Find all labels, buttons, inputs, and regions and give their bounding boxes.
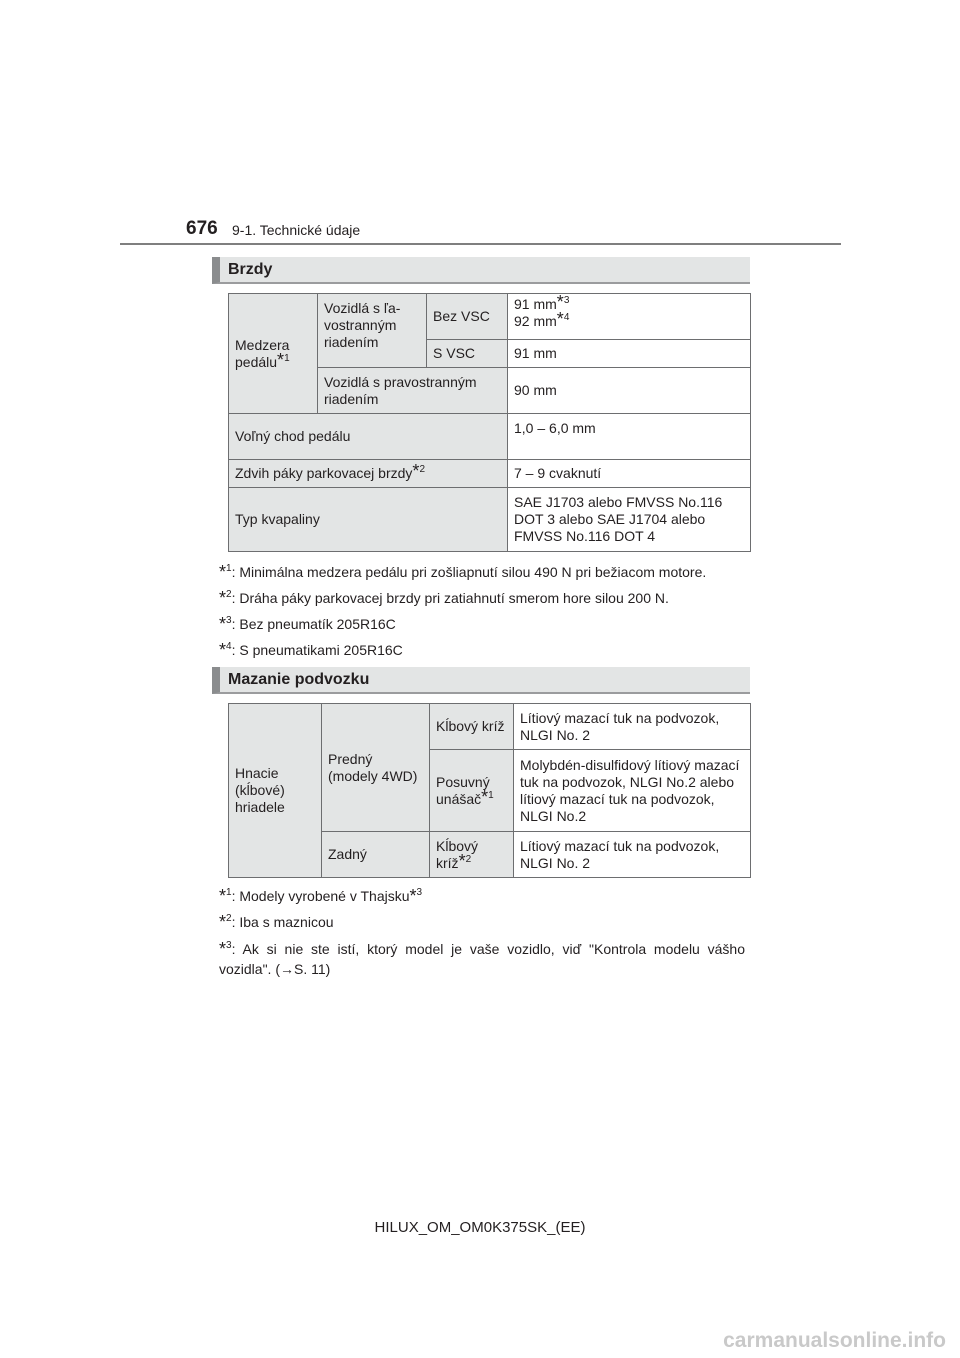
table-cell — [508, 488, 751, 552]
cell-text: Zadný — [328, 846, 367, 862]
section-header-brakes — [212, 257, 750, 284]
table-cell — [229, 704, 322, 878]
cell-text: Vozidlá s ľa-vostranným riadením — [324, 300, 401, 350]
cell-text: Bez VSC — [433, 308, 490, 324]
cell-text: SAE J1703 alebo FMVSS No.116 DOT 3 alebo SAE J1704 alebo FMVSS No.116 DOT 4 — [514, 494, 723, 544]
cell-text: Kĺbový kríž — [436, 837, 479, 871]
section-header-chassis — [212, 667, 750, 694]
table-cell — [427, 294, 508, 340]
table-cell — [322, 832, 430, 878]
footnote: *$^3$: Ak si nie ste istí, ktorý model je vaše vozidlo, viď "Kontrola modelu vášho vozidla". (→S. 11) — [219, 939, 745, 977]
footnote-text: : Modely vyrobené v Thajsku — [231, 888, 410, 904]
footnote-ref: 2 — [465, 853, 472, 865]
footnote-text: : Bez pneumatík 205R16C — [231, 616, 396, 632]
footnote-ref: 1 — [284, 352, 290, 364]
table-cell: 91 $mm^{*3}$ 92 $mm^{*4}$ — [508, 294, 751, 340]
cell-text: Predný (modely 4WD) — [328, 750, 418, 784]
footnote-ref: 2 — [419, 464, 425, 475]
footnote-text: : Dráha páky parkovacej brzdy pri zatiahnutí smerom hore silou 200 N. — [231, 590, 669, 606]
cell-text: Posuvný unášač — [436, 773, 490, 807]
brakes-table — [228, 293, 751, 552]
table-cell — [508, 414, 751, 460]
chapter-title: 9-1. Technické údaje — [232, 222, 361, 238]
table-cell: Posuvný unášač$^{*1}$ — [430, 750, 514, 832]
footnote-ref: 1 — [488, 789, 494, 801]
document-footer: HILUX_OM_OM0K375SK_(EE) — [374, 1219, 586, 1236]
footnote-number: 2 — [226, 589, 232, 600]
cell-text: Medzera pedálu — [235, 336, 290, 370]
footnote-ref: 3 — [563, 295, 570, 306]
footnote — [219, 586, 669, 607]
cell-text: Molybdén-disulfidový lítiový mazací tuk na podvozok, NLGI No.2 alebo lítiový mazací tuk na podvozok, NLGI No.2 — [520, 756, 740, 824]
footnote — [219, 560, 706, 581]
footnote-number: 1 — [226, 887, 232, 898]
watermark: carmanualsonline.info — [723, 1329, 946, 1352]
cell-text: 91 mm — [514, 296, 557, 312]
footnote-text: : Iba s maznicou — [231, 914, 334, 930]
table-cell — [508, 340, 751, 368]
table-cell — [508, 460, 751, 488]
table-cell — [318, 368, 508, 414]
cell-text: S VSC — [433, 345, 476, 361]
footnote-mark: * — [219, 614, 227, 634]
footnote-text: : S pneumatikami 205R16C — [231, 642, 403, 658]
header-rule — [120, 243, 841, 245]
cell-text: 92 mm — [514, 313, 557, 329]
cell-text: Typ kvapaliny — [235, 511, 320, 527]
footnote-mark: * — [219, 588, 227, 608]
cell-text: 7 – 9 cvaknutí — [514, 465, 602, 481]
section-title: Mazanie podvozku — [228, 671, 370, 688]
table-cell — [514, 750, 751, 832]
footnote — [219, 612, 396, 633]
table-cell — [229, 488, 508, 552]
footnote-mark: * — [219, 640, 227, 660]
footnote-number: 3 — [226, 615, 232, 626]
table-cell: Kĺbový kríž$^{*2}$ — [430, 832, 514, 878]
table-cell: Zdvih páky parkovacej brzdy$^{*2}$ — [229, 460, 508, 488]
table-cell — [318, 294, 427, 368]
footnote-mark: * — [219, 562, 227, 582]
footnote — [219, 638, 403, 659]
cell-text: 90 mm — [514, 382, 557, 398]
footnote-number: 3 — [226, 940, 232, 951]
table-cell — [430, 704, 514, 750]
footnote: *$^1$: Modely vyrobené v Thajsku*$^3$ — [219, 886, 423, 906]
cell-text: Lítiový mazací tuk na podvozok, NLGI No. 2 — [520, 837, 720, 871]
cell-text: Lítiový mazací tuk na podvozok, NLGI No. 2 — [520, 709, 720, 743]
cell-text: 91 mm — [514, 345, 557, 361]
cell-text: Vozidlá s pravostranným riadením — [324, 373, 477, 407]
table-cell — [229, 414, 508, 460]
table-cell — [427, 340, 508, 368]
footnote-ref: 4 — [563, 312, 570, 323]
table-cell — [322, 704, 430, 832]
table-cell — [508, 368, 751, 414]
table-cell: Medzera pedálu$^{*1}$ — [229, 294, 318, 414]
cell-text: Voľný chod pedálu — [235, 428, 351, 444]
chassis-table — [228, 703, 751, 878]
footnote-number: 4 — [226, 641, 232, 652]
cell-text: 1,0 – 6,0 mm — [514, 420, 596, 436]
footnote-number: 1 — [226, 563, 232, 574]
footnote-text: : Minimálna medzera pedálu pri zošliapnutí silou 490 N pri bežiacom motore. — [231, 564, 707, 580]
table-cell — [514, 832, 751, 878]
footnote-ref: 3 — [416, 887, 423, 898]
cell-text: Zdvih páky parkovacej brzdy — [235, 465, 413, 481]
footnote: *$^2$: Iba s maznicou — [219, 912, 334, 932]
cell-text: Hnacie (kĺbové) hriadele — [235, 765, 285, 815]
footnote-text: : Ak si nie ste istí, ktorý model je vaše vozidlo, viď "Kontrola modelu vášho vozidla". (→S. 11) — [219, 941, 745, 977]
page-number: 676 — [186, 218, 218, 239]
footnote-number: 2 — [226, 913, 232, 924]
table-cell — [514, 704, 751, 750]
cell-text: Kĺbový kríž — [436, 718, 505, 734]
section-title: Brzdy — [228, 261, 273, 278]
